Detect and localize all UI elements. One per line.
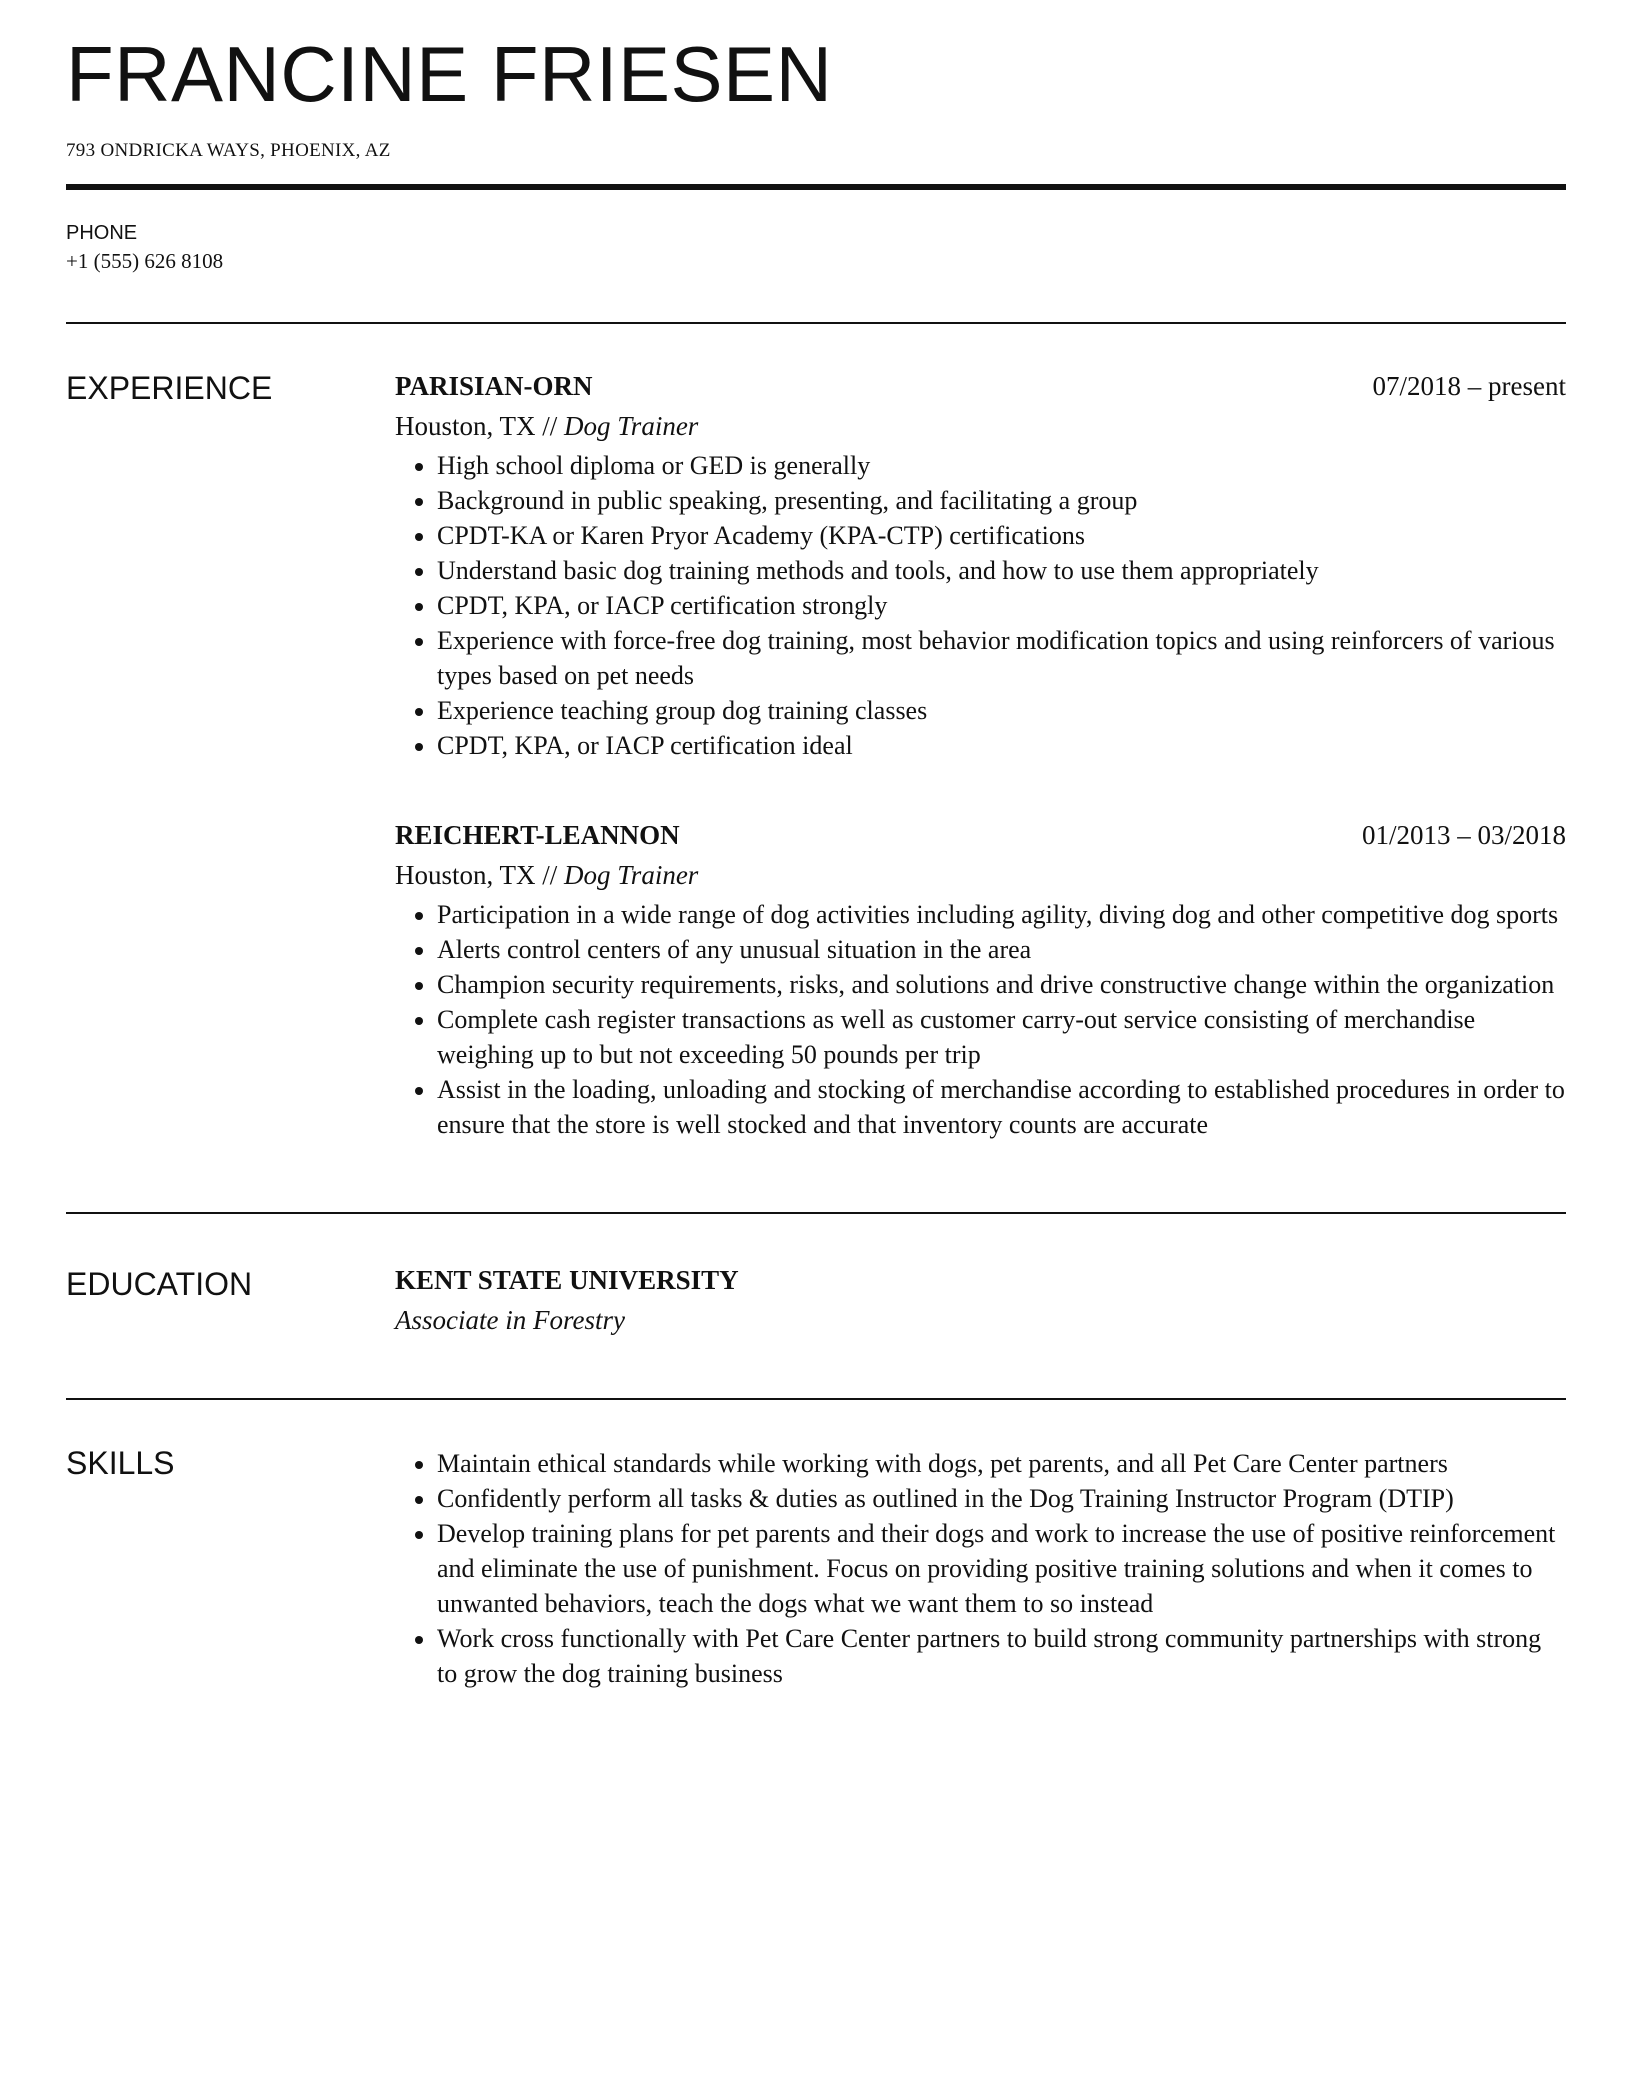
experience-body — [395, 366, 1566, 1142]
phone-number: +1 (555) 626 8108 — [66, 249, 224, 273]
job-dates: 07/2018 – present — [1372, 371, 1566, 401]
education-section — [66, 1260, 1566, 1340]
job-company: REICHERT-LEANNON — [395, 820, 680, 850]
education-title: EDUCATION — [66, 1266, 253, 1302]
job-subline — [395, 406, 1566, 446]
job-header — [395, 366, 1566, 406]
job-role: Dog Trainer — [564, 411, 699, 441]
job-subline — [395, 855, 1566, 895]
header-divider — [66, 184, 1566, 190]
list-item: • Work cross functionally with Pet Care Center partners to build strong community partnerships with strong to grow the dog training business — [437, 1621, 1566, 1691]
job-bullets — [395, 448, 1566, 763]
experience-title: EXPERIENCE — [66, 370, 273, 406]
skills-body — [395, 1446, 1566, 1691]
list-item: • CPDT-KA or Karen Pryor Academy (KPA-CTP) certifications — [437, 518, 1566, 553]
list-item: • Experience with force-free dog training, most behavior modification topics and using reinforcers of various types based on pet needs — [437, 623, 1566, 693]
list-item: • Background in public speaking, presenting, and facilitating a group — [437, 483, 1566, 518]
job-separator: // — [535, 411, 565, 441]
list-item: • Champion security requirements, risks, and solutions and drive constructive change within the organization — [437, 967, 1566, 1002]
job-entry — [395, 815, 1566, 1142]
job-entry — [395, 366, 1566, 763]
skills-title: SKILLS — [66, 1445, 175, 1481]
list-item: • Develop training plans for pet parents and their dogs and work to increase the use of positive reinforcement and eliminate the use of punishment. Focus on providing positive training solutions and when it comes to unwanted behaviors, teach the dogs what we want them to so instead — [437, 1516, 1566, 1621]
skills-list — [395, 1446, 1566, 1691]
list-item: • Experience teaching group dog training classes — [437, 693, 1566, 728]
skills-section — [66, 1446, 1566, 1691]
contact-divider — [66, 322, 1566, 324]
job-header — [395, 815, 1566, 855]
list-item: • Participation in a wide range of dog activities including agility, diving dog and other competitive dog sports — [437, 897, 1566, 932]
job-bullets — [395, 897, 1566, 1142]
list-item: • High school diploma or GED is generally — [437, 448, 1566, 483]
list-item: • Assist in the loading, unloading and stocking of merchandise according to established procedures in order to ensure that the store is well stocked and that inventory counts are accurate — [437, 1072, 1566, 1142]
school-name: KENT STATE UNIVERSITY — [395, 1265, 739, 1295]
job-location: Houston, TX — [395, 411, 536, 441]
job-location: Houston, TX — [395, 860, 536, 890]
list-item: • CPDT, KPA, or IACP certification ideal — [437, 728, 1566, 763]
list-item: • Confidently perform all tasks & duties as outlined in the Dog Training Instructor Program (DTIP) — [437, 1481, 1566, 1516]
list-item: • Maintain ethical standards while working with dogs, pet parents, and all Pet Care Center partners — [437, 1446, 1566, 1481]
contact-block — [66, 220, 1566, 276]
list-item: • CPDT, KPA, or IACP certification strongly — [437, 588, 1566, 623]
experience-divider — [66, 1212, 1566, 1214]
list-item: • Complete cash register transactions as well as customer carry-out service consisting of merchandise weighing up to but not exceeding 50 pounds per trip — [437, 1002, 1566, 1072]
job-separator: // — [535, 860, 565, 890]
education-divider — [66, 1398, 1566, 1400]
list-item: • Understand basic dog training methods and tools, and how to use them appropriately — [437, 553, 1566, 588]
phone-label: PHONE — [66, 222, 138, 244]
degree-name: Associate in Forestry — [395, 1305, 625, 1335]
list-item: • Alerts control centers of any unusual situation in the area — [437, 932, 1566, 967]
job-role: Dog Trainer — [564, 860, 699, 890]
candidate-name: FRANCINE FRIESEN — [66, 30, 833, 118]
experience-section — [66, 366, 1566, 1142]
candidate-address: 793 ONDRICKA WAYS, PHOENIX, AZ — [66, 140, 391, 161]
education-body — [395, 1260, 1566, 1340]
job-company: PARISIAN-ORN — [395, 371, 593, 401]
job-dates: 01/2013 – 03/2018 — [1361, 820, 1566, 850]
